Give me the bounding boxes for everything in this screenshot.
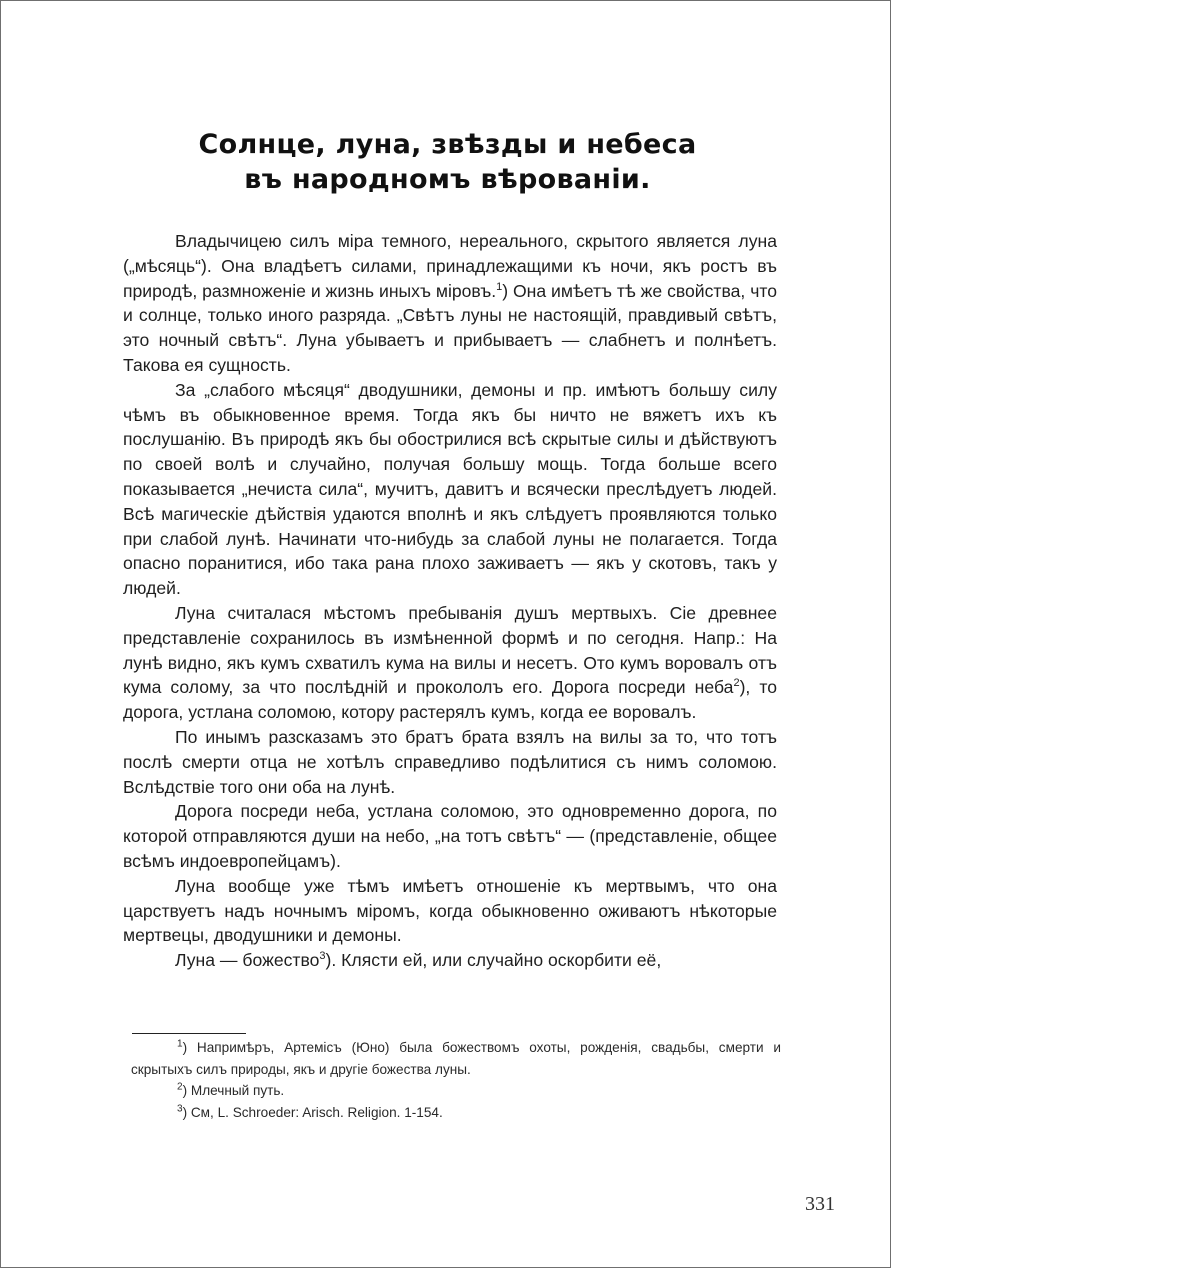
footnote-text: ) Млечный путь. <box>182 1083 285 1098</box>
footnote-mark: 2 <box>177 1081 183 1093</box>
footnote-text: ) См, L. Schroeder: Arisch. Religion. 1-154. <box>182 1104 443 1120</box>
title-line-2: въ народномъ вѣрованіи. <box>244 164 651 195</box>
paragraph-text: Дорога посреди неба, устлана соломою, это одновременно дорога, по которой отправляются души на небо, „на тотъ свѣтъ“ — (представленіе, общее всѣмъ индоевропейцамъ). <box>123 801 777 871</box>
paragraph <box>123 874 777 948</box>
paragraph <box>123 725 777 799</box>
footnote-text: ) Напримѣръ, Артемісъ (Юно) была божествомъ охоты, рожденія, свадьбы, смерти и скрытыхъ силъ природы, якъ и другіе божества луны. <box>131 1040 781 1077</box>
title-line-1: Солнце, луна, звѣзды и небеса <box>198 129 697 160</box>
paragraph-text: За „слабого мѣсяця“ дводушники, демоны и пр. имѣютъ большу силу чѣмъ въ обыкновенное время. Тогда якъ бы ничто не вяжетъ ихъ къ послушанію. Въ природѣ якъ бы обострилися всѣ скрытые силы и дѣйствуютъ по своей волѣ и случайно, получая большу мощь. Тогда больше всего показывается „нечиста сила“, мучитъ, давитъ и всячески преслѣдуетъ людей. Всѣ магическіе дѣйствія удаются вполнѣ и якъ слѣдуетъ проявляются только при слабой лунѣ. Начинати что-нибудь за слабой луны не полагается. Тогда опасно поранитися, ибо така рана плохо заживаетъ — якъ у скотовъ, такъ у людей. <box>123 379 777 599</box>
paragraph-text: Луна вообще уже тѣмъ имѣетъ отношеніе къ мертвымъ, что она царствуетъ надъ ночнымъ міромъ, когда обыкновенно оживаютъ нѣкоторые мертвецы, дводушники и демоны. <box>123 875 777 946</box>
footnote-divider <box>132 1033 246 1034</box>
page-number: 331 <box>805 1193 835 1215</box>
paragraph-text: ). Клясти ей, или случайно оскорбити её, <box>325 950 662 971</box>
paragraph <box>123 601 777 725</box>
paragraph-text: По инымъ разсказамъ это братъ брата взялъ на вилы за то, что тотъ послѣ смерти отца не хотѣлъ справедливо подѣлитися съ нимъ соломою. Вслѣдствіе того они оба на лунѣ. <box>123 726 777 797</box>
paragraph-text: ) Она имѣетъ тѣ же свойства, что и солнце, только иного разряда. „Свѣтъ луны не настоящій, правдивый свѣтъ, это ночный свѣтъ“. Луна убываетъ и прибываетъ — слабнетъ и полнѣетъ. Такова ея сущность. <box>123 280 778 375</box>
paragraph <box>123 948 777 973</box>
footnote-mark: 1 <box>177 1038 183 1050</box>
paragraph-text: Луна считалася мѣстомъ пребыванія душъ мертвыхъ. Сіе древнее представленіе сохранилось въ измѣненной формѣ и по сегодня. Напр.: На лунѣ видно, якъ кумъ схватилъ кума на вилы и несетъ. Ото кумъ воровалъ отъ кума солому, за что послѣдній и прокололъ его. Дорога посреди неба <box>123 602 777 698</box>
footnotes <box>131 1037 781 1123</box>
paragraph-text: Владычицею силъ міра темного, нереального, скрытого является луна („мѣсяць“). Она владѣетъ силами, принадлежащими къ ночи, якъ ростъ въ природѣ, размноженіе и жизнь иныхъ міровъ. <box>123 231 777 301</box>
paragraph <box>123 378 777 601</box>
paragraph <box>123 229 777 378</box>
footnote <box>131 1102 781 1124</box>
footnote <box>131 1037 781 1080</box>
footnote-ref: 2 <box>733 677 740 690</box>
footnote-ref: 3 <box>319 950 326 963</box>
body-text <box>123 229 777 973</box>
footnote <box>131 1080 781 1102</box>
paragraph-text: Луна — божество <box>175 950 320 971</box>
article-title <box>121 127 774 197</box>
footnote-mark: 3 <box>177 1102 183 1114</box>
paragraph-text: ), то дорога, устлана соломою, котору растерялъ кумъ, когда ее воровалъ. <box>123 677 777 723</box>
footnote-ref: 1 <box>496 280 503 293</box>
paragraph <box>123 799 777 873</box>
